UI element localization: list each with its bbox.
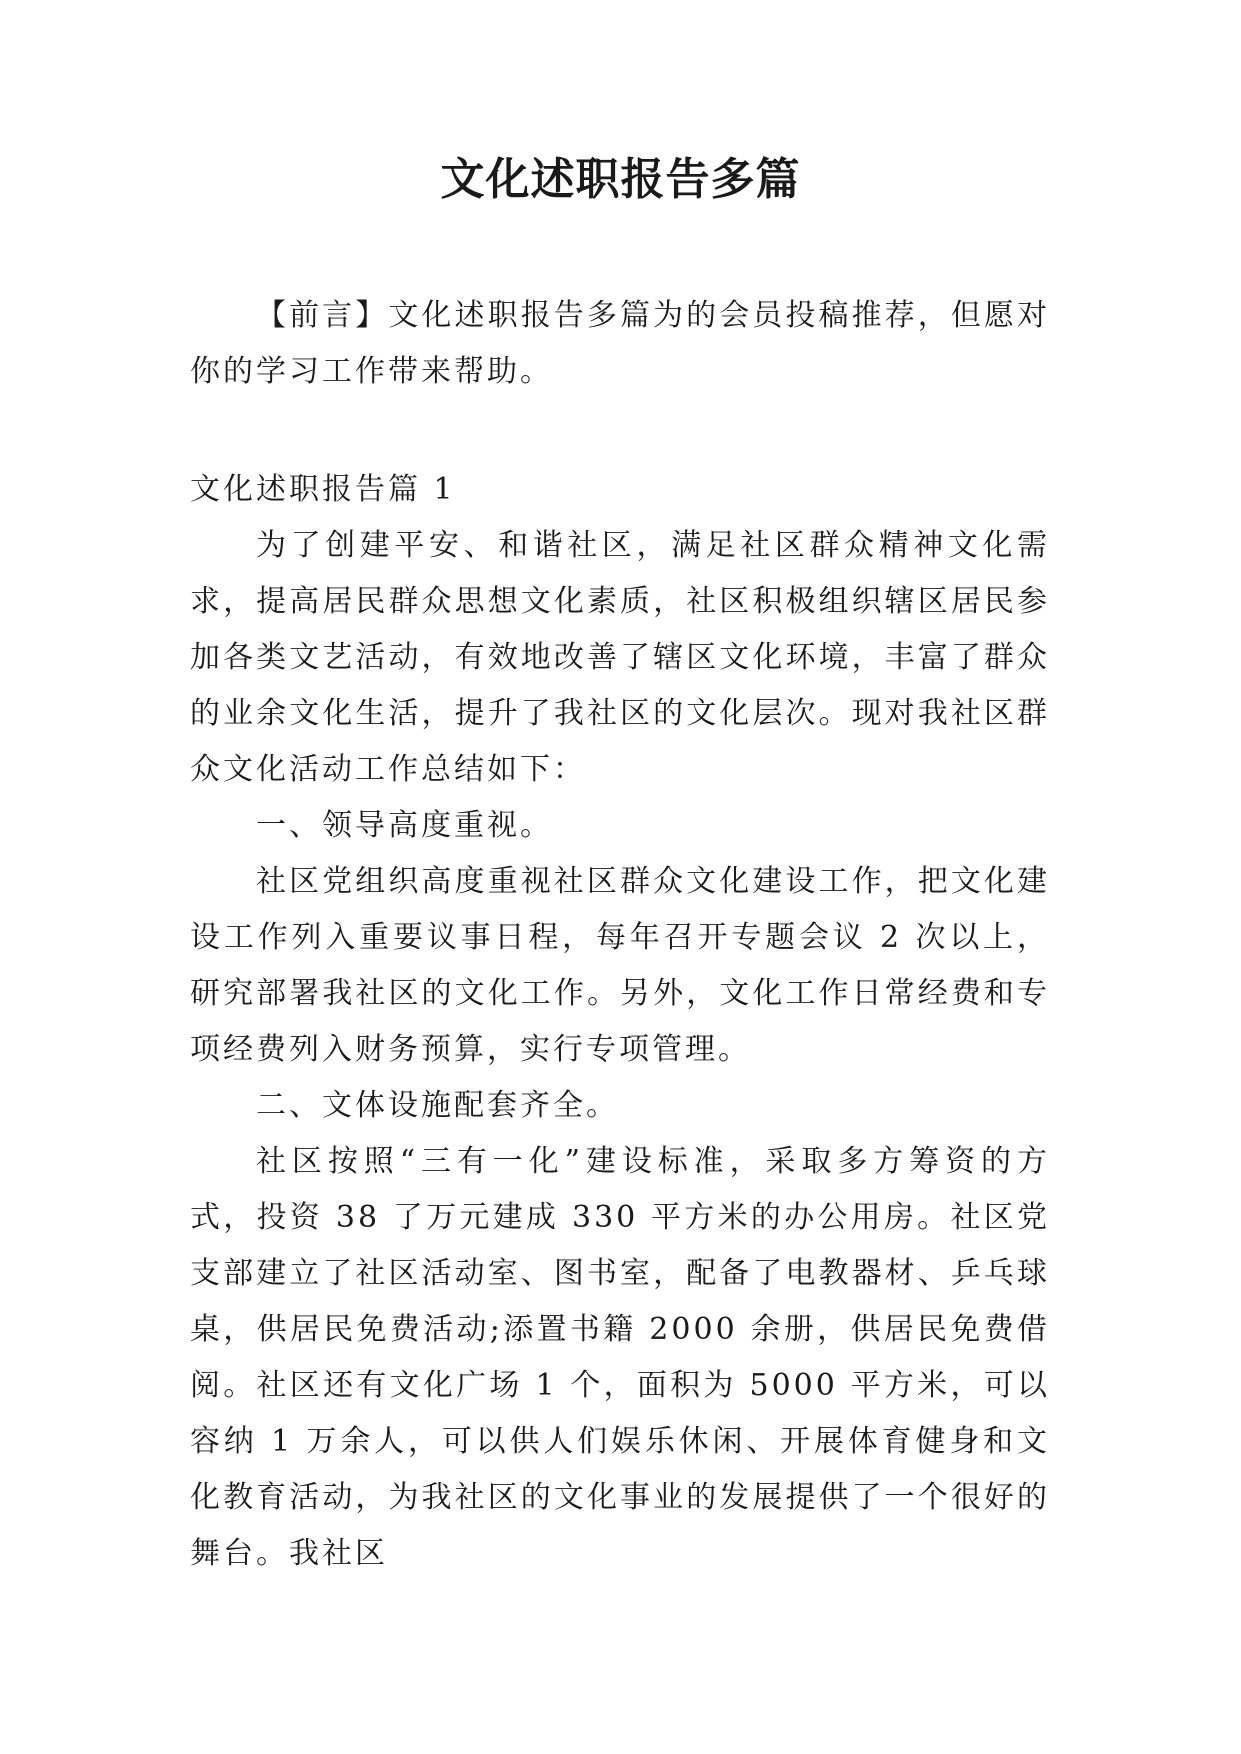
preface-paragraph: 【前言】文化述职报告多篇为的会员投稿推荐，但愿对你的学习工作带来帮助。 [190,298,1050,389]
report-section [190,462,1050,1582]
section-heading: 文化述职报告篇 1 [190,472,456,507]
paragraph-facilities: 社区按照“三有一化”建设标准，采取多方筹资的方式，投资 38 了万元建成 330 平方米的办公用房。社区党支部建立了社区活动室、图书室，配备了电教器材、乒乓球桌，供居民免费活动;添置书籍 2000 余册，供居民免费借阅。社区还有文化广场 1 个，面积为 5000 平方米，可以容纳 1 万余人，可以供人们娱乐休闲、开展体育健身和文化教育活动，为我社区的文化事业的发展提供了一个很好的舞台。我社区 [190,1144,1050,1571]
document-title: 文化述职报告多篇 [440,154,801,205]
paragraph-leadership: 社区党组织高度重视社区群众文化建设工作，把文化建设工作列入重要议事日程，每年召开专题会议 2 次以上，研究部署我社区的文化工作。另外，文化工作日常经费和专项经费列入财务预算，实行专项管理。 [190,864,1050,1067]
subheading-leadership: 一、领导高度重视。 [256,808,553,843]
subheading-facilities: 二、文体设施配套齐全。 [256,1088,619,1123]
paragraph-intro: 为了创建平安、和谐社区，满足社区群众精神文化需求，提高居民群众思想文化素质，社区积极组织辖区居民参加各类文艺活动，有效地改善了辖区文化环境，丰富了群众的业余文化生活，提升了我社区的文化层次。现对我社区群众文化活动工作总结如下： [190,528,1050,787]
